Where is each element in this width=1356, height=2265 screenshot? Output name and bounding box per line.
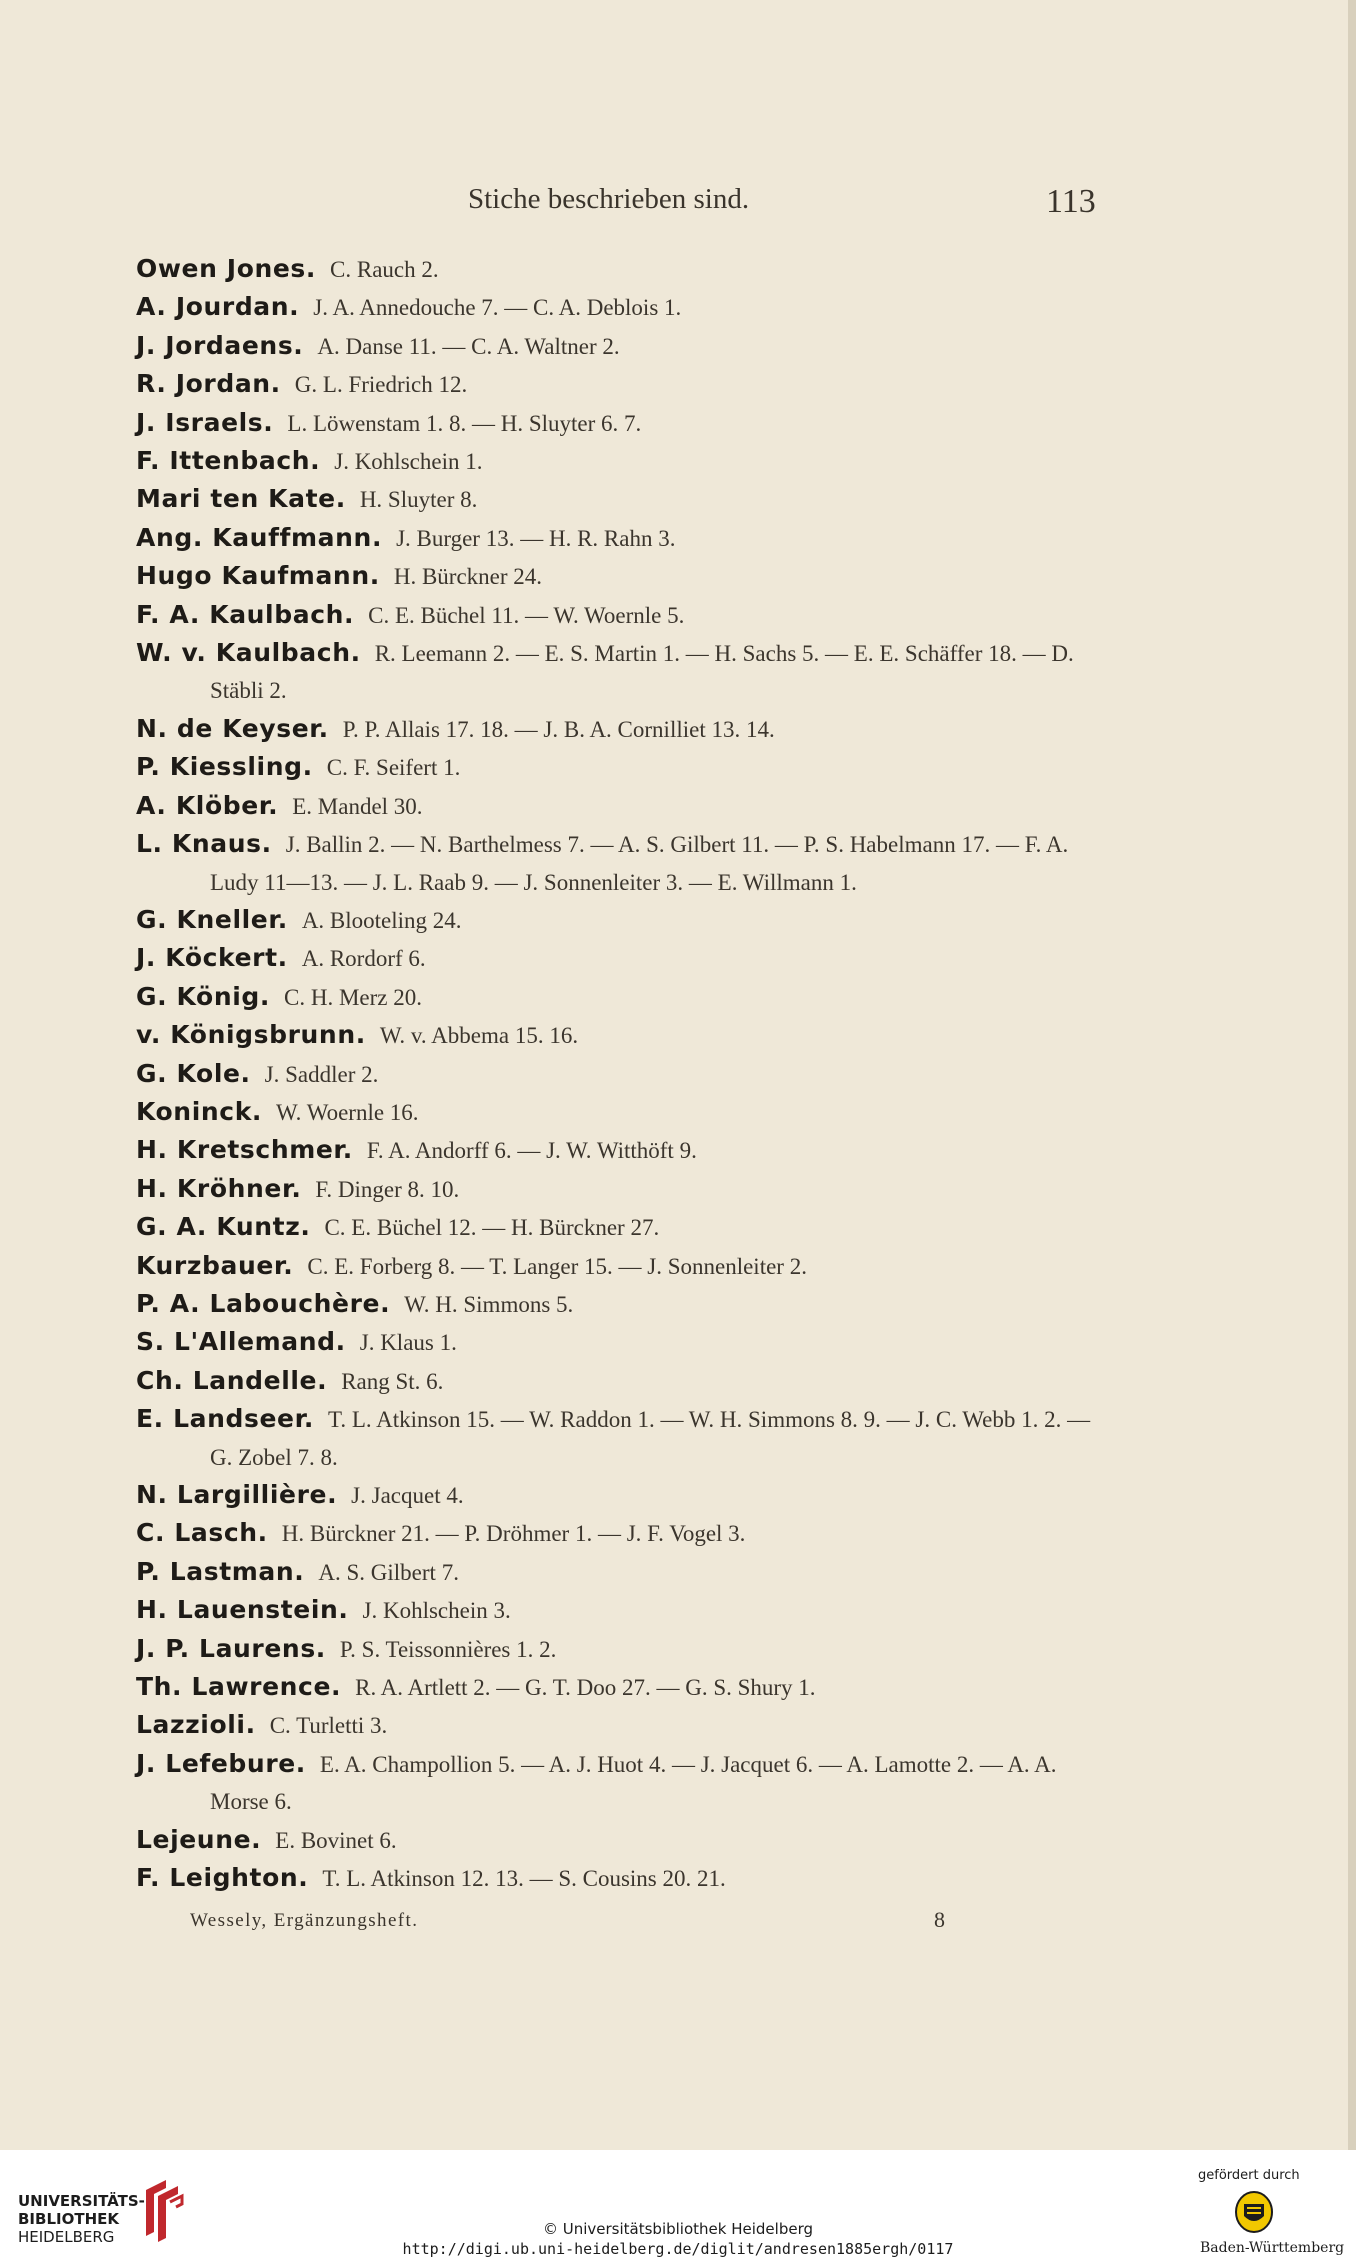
signature-mark: 8 bbox=[934, 1907, 945, 1932]
index-entry bbox=[136, 1476, 1106, 1514]
index-entry bbox=[136, 825, 1106, 901]
index-entry bbox=[136, 1821, 1106, 1859]
index-entry bbox=[136, 404, 1106, 442]
engraver-references: H. Bürckner 21. — P. Dröhmer 1. — J. F. Vogel 3. bbox=[281, 1521, 746, 1547]
engraver-references: C. Rauch 2. bbox=[330, 257, 439, 282]
index-entry bbox=[136, 288, 1106, 326]
artist-name: N. Largillière. bbox=[136, 1480, 338, 1509]
artist-name: Lazzioli. bbox=[136, 1710, 256, 1740]
engraver-references: E. A. Champollion 5. — A. J. Huot 4. — J. Jacquet 6. — A. Lamotte 2. — A. A. Morse 6. bbox=[210, 1751, 1057, 1815]
footer-title: Wessely, Ergänzungsheft. bbox=[190, 1910, 419, 1931]
page-number: 113 bbox=[1046, 183, 1096, 220]
engraver-references: H. Sluyter 8. bbox=[359, 487, 478, 513]
artist-name: G. König. bbox=[136, 981, 270, 1011]
index-entry bbox=[136, 939, 1106, 977]
artist-name: P. A. Labouchère. bbox=[136, 1288, 391, 1318]
engraver-references: P. S. Teissonnières 1. 2. bbox=[339, 1636, 557, 1662]
index-entry bbox=[136, 1323, 1106, 1361]
artist-name: J. Israels. bbox=[136, 407, 274, 437]
artist-name: Lejeune. bbox=[136, 1824, 262, 1854]
index-entry bbox=[136, 978, 1106, 1016]
engraver-references: T. L. Atkinson 12. 13. — S. Cousins 20. 21. bbox=[322, 1866, 726, 1892]
engraver-references: W. H. Simmons 5. bbox=[404, 1291, 574, 1317]
artist-name: Th. Lawrence. bbox=[136, 1672, 342, 1702]
artist-name: Owen Jones. bbox=[136, 254, 317, 283]
index-entry bbox=[136, 365, 1106, 403]
artist-name: J. Köckert. bbox=[136, 943, 288, 973]
index-entry bbox=[136, 1591, 1106, 1629]
engraver-references: J. Ballin 2. — N. Barthelmess 7. — A. S. Gilbert 11. — P. S. Habelmann 17. — F. A. Ludy 11—13. — J. L. Raab 9. — J. Sonnenleiter 3. — E. Willmann 1. bbox=[210, 832, 1069, 895]
index-entry bbox=[136, 480, 1106, 518]
index-entry bbox=[136, 1055, 1106, 1093]
page-edge bbox=[1348, 0, 1356, 2150]
engraver-references: A. Danse 11. — C. A. Waltner 2. bbox=[317, 333, 620, 359]
engraver-index bbox=[136, 250, 1106, 1897]
engraver-references: W. Woernle 16. bbox=[276, 1099, 419, 1125]
index-entry bbox=[136, 1093, 1106, 1131]
artist-name: S. L'Allemand. bbox=[136, 1327, 346, 1357]
viewer-footer-bar bbox=[0, 2150, 1356, 2265]
artist-name: J. P. Laurens. bbox=[136, 1633, 326, 1663]
artist-name: Ang. Kauffmann. bbox=[136, 522, 383, 552]
index-entry bbox=[136, 1131, 1106, 1169]
engraver-references: F. Dinger 8. 10. bbox=[315, 1176, 460, 1202]
artist-name: N. de Keyser. bbox=[136, 713, 329, 743]
engraver-references: C. Turletti 3. bbox=[269, 1713, 388, 1739]
engraver-references: J. Kohlschein 3. bbox=[362, 1598, 511, 1624]
index-entry bbox=[136, 1706, 1106, 1744]
engraver-references: R. Leemann 2. — E. S. Martin 1. — H. Sachs 5. — E. E. Schäffer 18. — D. Stäbli 2. bbox=[210, 641, 1074, 704]
artist-name: H. Kröhner. bbox=[136, 1173, 302, 1203]
running-header: Stiche beschrieben sind. bbox=[468, 183, 750, 215]
index-entry bbox=[136, 1630, 1106, 1668]
copyright-notice: © Universitätsbibliothek Heidelberg bbox=[542, 2220, 813, 2238]
index-entry bbox=[136, 1514, 1106, 1552]
index-entry bbox=[136, 1400, 1106, 1476]
artist-name: W. v. Kaulbach. bbox=[136, 638, 361, 668]
index-entry bbox=[136, 442, 1106, 480]
index-entry bbox=[136, 1285, 1106, 1323]
artist-name: P. Kiessling. bbox=[136, 752, 313, 782]
state-crest-icon bbox=[1234, 2190, 1274, 2234]
engraver-references: C. F. Seifert 1. bbox=[326, 755, 461, 781]
index-entry bbox=[136, 1016, 1106, 1054]
artist-name: F. A. Kaulbach. bbox=[136, 599, 355, 629]
engraver-references: R. A. Artlett 2. — G. T. Doo 27. — G. S. Shury 1. bbox=[355, 1675, 816, 1701]
artist-name: J. Lefebure. bbox=[136, 1748, 306, 1778]
artist-name: A. Klöber. bbox=[136, 790, 279, 820]
artist-name: Mari ten Kate. bbox=[136, 484, 346, 514]
engraver-references: A. Rordorf 6. bbox=[301, 946, 426, 972]
engraver-references: J. Jacquet 4. bbox=[351, 1483, 464, 1508]
artist-name: Koninck. bbox=[136, 1096, 263, 1126]
artist-name: J. Jordaens. bbox=[136, 330, 304, 360]
engraver-references: C. E. Büchel 12. — H. Bürckner 27. bbox=[324, 1215, 660, 1241]
engraver-references: J. A. Annedouche 7. — C. A. Deblois 1. bbox=[313, 295, 682, 321]
artist-name: P. Lastman. bbox=[136, 1556, 305, 1586]
index-entry bbox=[136, 1247, 1106, 1285]
library-line: BIBLIOTHEK bbox=[18, 2210, 119, 2228]
engraver-references: J. Burger 13. — H. R. Rahn 3. bbox=[396, 525, 676, 551]
index-entry bbox=[136, 1170, 1106, 1208]
artist-name: G. A. Kuntz. bbox=[136, 1212, 311, 1242]
artist-name: H. Kretschmer. bbox=[136, 1135, 353, 1165]
index-entry bbox=[136, 327, 1106, 365]
engraver-references: G. L. Friedrich 12. bbox=[294, 372, 468, 398]
engraver-references: J. Kohlschein 1. bbox=[334, 449, 483, 475]
artist-name: Kurzbauer. bbox=[136, 1250, 294, 1280]
index-entry bbox=[136, 596, 1106, 634]
index-entry bbox=[136, 557, 1106, 595]
artist-name: Hugo Kaufmann. bbox=[136, 561, 380, 591]
engraver-references: P. P. Allais 17. 18. — J. B. A. Cornilliet 13. 14. bbox=[342, 716, 775, 742]
library-line: UNIVERSITÄTS- bbox=[18, 2192, 145, 2210]
engraver-references: E. Mandel 30. bbox=[292, 793, 423, 819]
artist-name: G. Kole. bbox=[136, 1058, 251, 1088]
engraver-references: A. Blooteling 24. bbox=[301, 907, 462, 933]
index-entry bbox=[136, 1362, 1106, 1400]
artist-name: R. Jordan. bbox=[136, 369, 281, 399]
index-entry bbox=[136, 1553, 1106, 1591]
index-entry bbox=[136, 1859, 1106, 1897]
funded-by-label: gefördert durch bbox=[1198, 2168, 1300, 2183]
engraver-references: F. A. Andorff 6. — J. W. Witthöft 9. bbox=[366, 1138, 697, 1164]
artist-name: L. Knaus. bbox=[136, 829, 272, 859]
index-entry bbox=[136, 901, 1106, 939]
index-entry bbox=[136, 710, 1106, 748]
engraver-references: Rang St. 6. bbox=[341, 1368, 444, 1394]
artist-name: F. Ittenbach. bbox=[136, 446, 321, 476]
engraver-references: C. E. Forberg 8. — T. Langer 15. — J. Sonnenleiter 2. bbox=[307, 1253, 807, 1279]
engraver-references: C. H. Merz 20. bbox=[284, 984, 422, 1010]
index-entry bbox=[136, 748, 1106, 786]
index-entry bbox=[136, 634, 1106, 710]
engraver-references: L. Löwenstam 1. 8. — H. Sluyter 6. 7. bbox=[287, 410, 642, 436]
index-entry bbox=[136, 250, 1106, 288]
artist-name: Ch. Landelle. bbox=[136, 1365, 328, 1395]
index-entry bbox=[136, 1745, 1106, 1821]
index-entry bbox=[136, 519, 1106, 557]
index-entry bbox=[136, 1208, 1106, 1246]
engraver-references: E. Bovinet 6. bbox=[275, 1827, 397, 1853]
artist-name: F. Leighton. bbox=[136, 1863, 309, 1893]
engraver-references: C. E. Büchel 11. — W. Woernle 5. bbox=[368, 602, 685, 628]
artist-name: v. Königsbrunn. bbox=[136, 1020, 366, 1050]
engraver-references: J. Klaus 1. bbox=[359, 1330, 457, 1356]
engraver-references: T. L. Atkinson 15. — W. Raddon 1. — W. H. Simmons 8. 9. — J. C. Webb 1. 2. — G. Zobel 7. 8. bbox=[210, 1407, 1091, 1470]
engraver-references: H. Bürckner 24. bbox=[393, 564, 543, 590]
permalink[interactable]: http://digi.ub.uni-heidelberg.de/diglit/andresen1885ergh/0117 bbox=[402, 2240, 954, 2258]
artist-name: H. Lauenstein. bbox=[136, 1595, 349, 1625]
index-entry bbox=[136, 1668, 1106, 1706]
artist-name: C. Lasch. bbox=[136, 1518, 268, 1548]
engraver-references: A. S. Gilbert 7. bbox=[318, 1559, 459, 1585]
library-line: HEIDELBERG bbox=[18, 2228, 115, 2246]
index-entry bbox=[136, 787, 1106, 825]
artist-name: A. Jourdan. bbox=[136, 292, 300, 322]
state-name: Baden-Württemberg bbox=[1200, 2240, 1345, 2256]
engraver-references: W. v. Abbema 15. 16. bbox=[379, 1023, 579, 1049]
artist-name: E. Landseer. bbox=[136, 1404, 315, 1434]
engraver-references: J. Saddler 2. bbox=[264, 1061, 379, 1087]
artist-name: G. Kneller. bbox=[136, 904, 288, 934]
